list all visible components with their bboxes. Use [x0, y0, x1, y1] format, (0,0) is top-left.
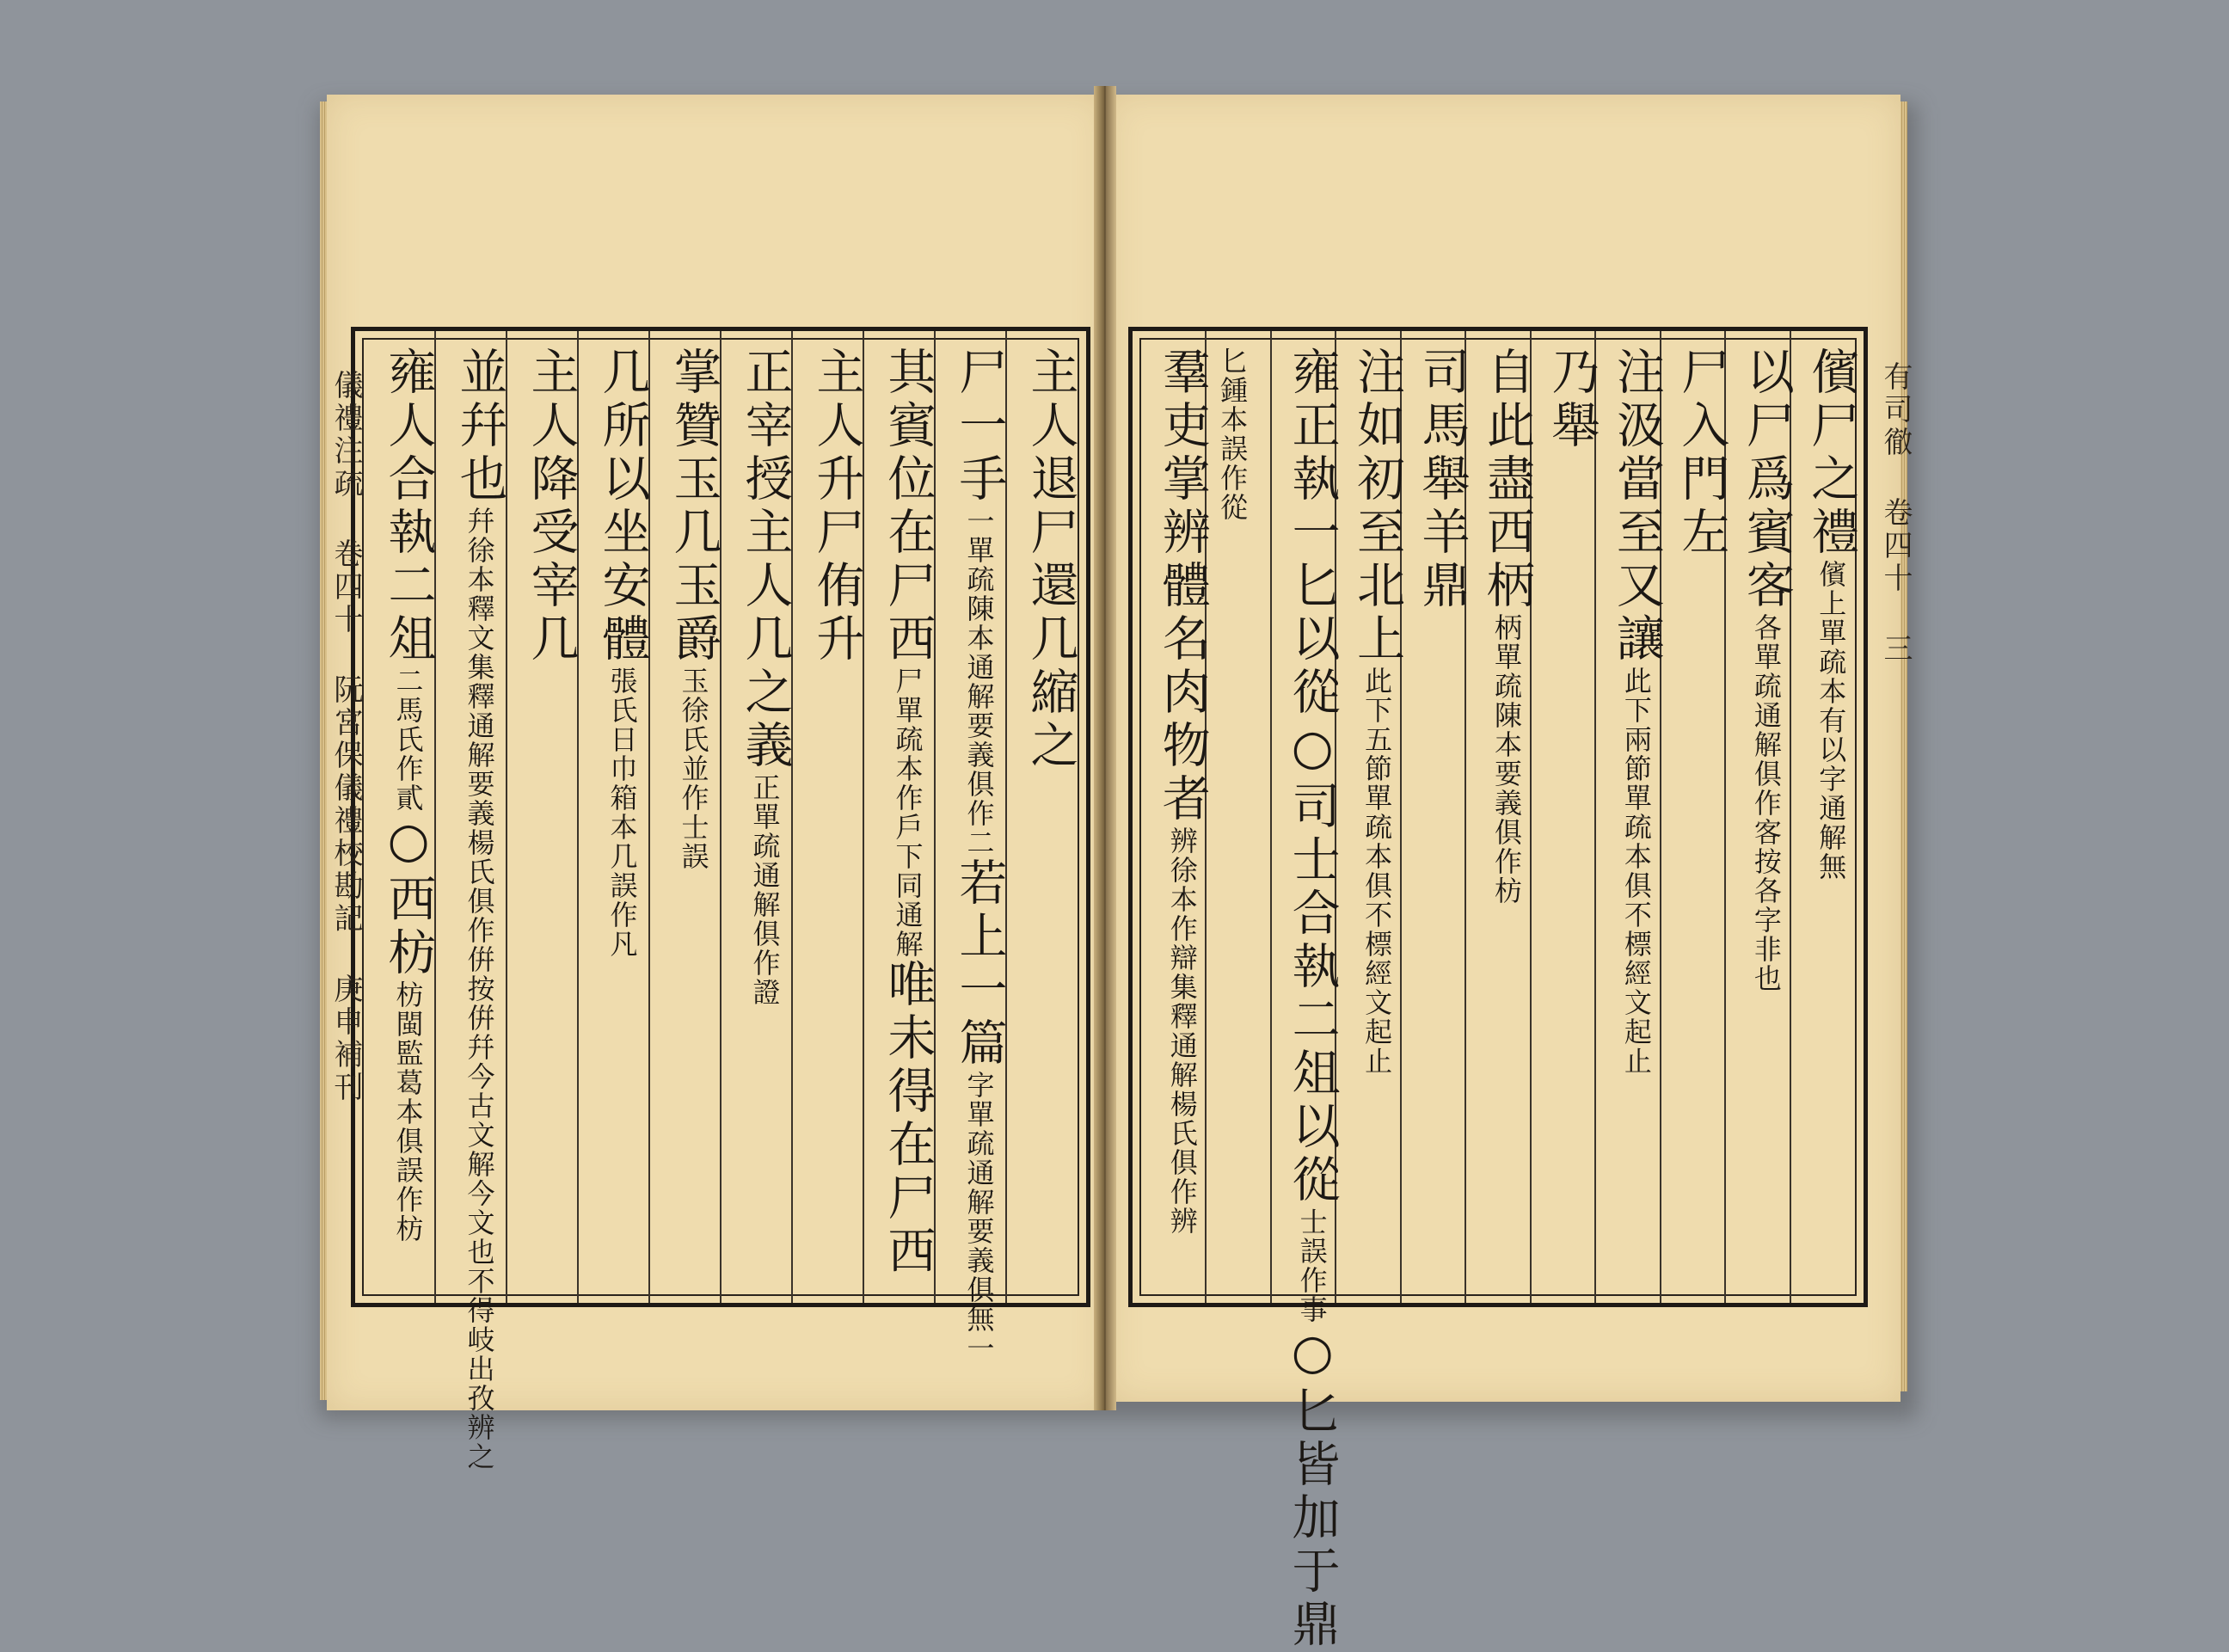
main-text: 司馬舉羊鼎 [1414, 347, 1471, 613]
commentary-note: 匕鍾本誤作從 [1216, 347, 1250, 522]
right-strip-title: 有司徹 [1878, 361, 1913, 459]
main-text: 雍人合執二俎 [380, 347, 437, 666]
left-text-frame [351, 327, 1090, 1471]
commentary-note: 尸單疏本作戶下同通解 [891, 666, 924, 959]
right-text-column [1213, 347, 1252, 522]
main-text: 羣吏掌辨體名肉物者 [1154, 347, 1211, 826]
main-text: 乃舉 [1544, 347, 1600, 453]
right-text-column [1148, 347, 1217, 1236]
main-text: 主人升尸侑升 [808, 347, 865, 666]
commentary-note: 玉徐氏並作士誤 [677, 666, 710, 871]
right-text-column [1537, 347, 1606, 453]
left-strip-volume: 卷四十 [329, 538, 363, 636]
main-text: 主人退尸還几縮之 [1022, 347, 1079, 773]
main-text: 尸一手 [951, 347, 1008, 507]
main-text: 几所以坐安體 [594, 347, 651, 666]
right-strip-page-number: 三 [1878, 633, 1913, 666]
left-strip-publisher: 阮宮保儀禮校勘記 [329, 674, 363, 936]
right-text-column [1408, 347, 1477, 613]
left-text-column [374, 347, 443, 1244]
commentary-note: 枋閩監葛本俱誤作枋 [391, 980, 425, 1244]
right-column-rule [1270, 331, 1272, 1303]
main-text: 掌贊玉几玉爵 [666, 347, 722, 666]
right-text-column [1342, 347, 1411, 1076]
main-text: 自此盡西柄 [1479, 347, 1535, 613]
main-text: ○西枋 [380, 813, 437, 980]
main-text: 唯未得在尸西 [880, 959, 936, 1279]
right-text-column [1732, 347, 1801, 993]
main-text: 主人降受宰几 [523, 347, 580, 666]
right-text-frame [1128, 327, 1868, 1652]
main-text: 正宰授主人几之義 [737, 347, 794, 773]
right-text-column [1667, 347, 1735, 560]
left-text-column [802, 347, 871, 666]
commentary-note: 此下五節單疏本俱不標經文起止 [1360, 666, 1394, 1076]
right-margin-strip [1875, 361, 1917, 666]
right-text-column [1796, 347, 1865, 881]
commentary-note: 柄單疏陳本要義俱作枋 [1490, 613, 1523, 906]
main-text: 以尸爲賓客 [1738, 347, 1795, 613]
main-text: 儐尸之禮 [1803, 347, 1860, 560]
left-text-column [945, 347, 1014, 1363]
commentary-note: 各單疏通解俱作客按各字非也 [1749, 613, 1783, 993]
right-text-column [1602, 347, 1671, 1076]
left-text-column [874, 347, 943, 1279]
main-text: ○匕皆加于鼎 [1284, 1324, 1341, 1652]
left-text-column [517, 347, 586, 666]
right-text-column [1278, 347, 1347, 1652]
main-text: 尸入門左 [1673, 347, 1730, 560]
left-text-column [588, 347, 657, 959]
main-text: 其賓位在尸西 [880, 347, 936, 666]
main-text: 雍正執一匕以從○司士合執二俎以從 [1284, 347, 1341, 1207]
commentary-note: 此下兩節單疏本俱不標經文起止 [1619, 666, 1653, 1076]
commentary-note: 儐上單疏本有以字通解無 [1815, 560, 1848, 881]
commentary-note: 士誤作事 [1295, 1207, 1329, 1324]
commentary-note: 一單疏陳本通解要義俱作二 [962, 507, 996, 857]
right-strip-volume: 卷四十 [1878, 497, 1913, 595]
main-text: 注汲當至又讓 [1608, 347, 1665, 666]
left-text-column [660, 347, 728, 871]
commentary-note: 正單疏通解俱作證 [748, 773, 782, 1007]
left-margin-strip [325, 370, 367, 1104]
main-text: 注如初至北上 [1349, 347, 1406, 666]
left-strip-edition: 庚申補刊 [329, 973, 363, 1104]
left-text-column [1016, 347, 1085, 773]
commentary-note: 張氏日巾箱本几誤作凡 [605, 666, 639, 959]
right-column-rule [1594, 331, 1596, 1303]
commentary-note: 字單疏通解要義俱無一 [962, 1071, 996, 1363]
left-strip-title: 儀禮注疏 [329, 370, 363, 501]
left-text-column [445, 347, 514, 1471]
main-text: 並幷也 [451, 347, 508, 507]
right-text-column [1472, 347, 1541, 906]
book-gutter [1094, 86, 1116, 1410]
commentary-note: 辨徐本作辯集釋通解楊氏俱作辨 [1165, 826, 1199, 1236]
commentary-note: 二馬氏作貳 [391, 666, 425, 813]
commentary-note: 幷徐本釋文集釋通解要義楊氏俱作倂按倂幷今古文解今文也不得岐出孜辨之 [463, 507, 496, 1471]
left-text-column [731, 347, 800, 1007]
main-text: 若上一篇 [951, 857, 1008, 1071]
